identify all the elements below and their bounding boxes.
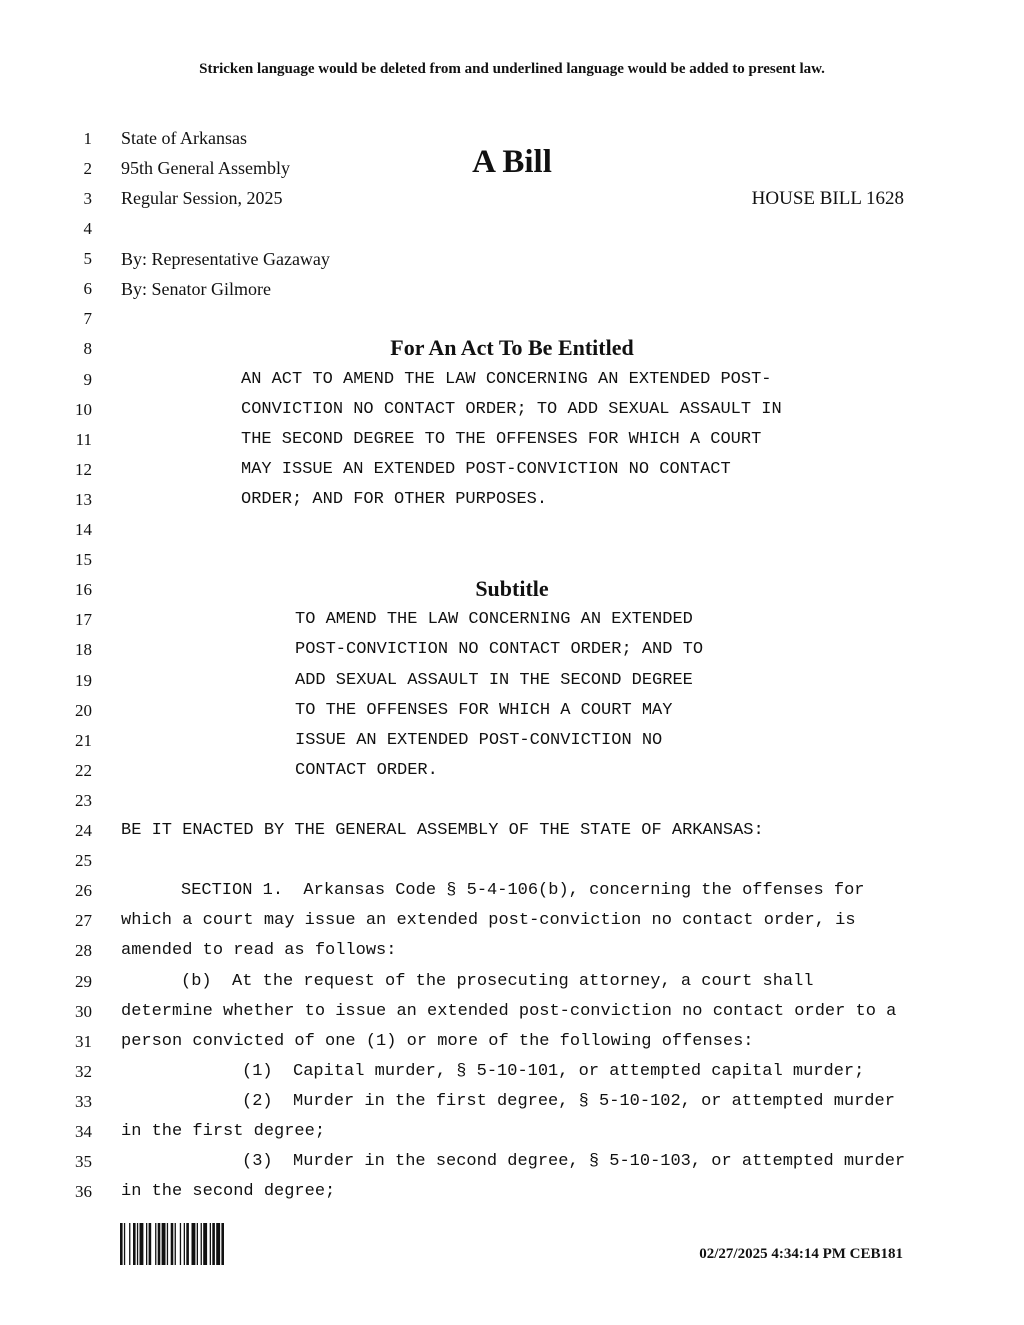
barcode-bar bbox=[149, 1223, 152, 1265]
line-number: 21 bbox=[75, 731, 92, 750]
line-number: 28 bbox=[75, 941, 92, 960]
subtitle-line: POST-CONVICTION NO CONTACT ORDER; AND TO bbox=[295, 640, 704, 659]
line-number: 8 bbox=[83, 339, 92, 358]
title-line: MAY ISSUE AN EXTENDED POST-CONVICTION NO CONTACT bbox=[241, 460, 731, 479]
body-line: (b) At the request of the prosecuting attorney, a court shall bbox=[181, 972, 814, 991]
line-number: 2 bbox=[83, 159, 92, 178]
line-number: 33 bbox=[75, 1092, 92, 1111]
barcode-bar bbox=[133, 1223, 136, 1265]
barcode-bar bbox=[137, 1223, 138, 1265]
subtitle-line: CONTACT ORDER. bbox=[295, 761, 438, 780]
sponsor-representative: By: Representative Gazaway bbox=[121, 249, 330, 269]
line-number: 13 bbox=[75, 490, 92, 509]
barcode-bar bbox=[175, 1223, 176, 1265]
title-line: CONVICTION NO CONTACT ORDER; TO ADD SEXUAL ASSAULT IN bbox=[241, 400, 782, 419]
body-line: SECTION 1. Arkansas Code § 5-4-106(b), concerning the offenses for bbox=[181, 881, 865, 900]
body-line: (1) Capital murder, § 5-10-101, or attempted capital murder; bbox=[242, 1062, 865, 1081]
line-number: 3 bbox=[83, 189, 92, 208]
barcode-bar bbox=[171, 1223, 174, 1265]
barcode-bar bbox=[140, 1223, 144, 1265]
bill-number: HOUSE BILL 1628 bbox=[751, 188, 904, 209]
barcode-bar bbox=[155, 1223, 156, 1265]
enacting-clause: BE IT ENACTED BY THE GENERAL ASSEMBLY OF THE STATE OF ARKANSAS: bbox=[121, 821, 764, 840]
body-line: which a court may issue an extended post-conviction no contact order, is bbox=[121, 911, 856, 930]
footer-timestamp: 02/27/2025 4:34:14 PM CEB181 bbox=[699, 1246, 903, 1262]
line-number: 5 bbox=[83, 249, 92, 268]
subtitle-line: TO THE OFFENSES FOR WHICH A COURT MAY bbox=[295, 701, 673, 720]
line-number: 26 bbox=[75, 881, 92, 900]
barcode-bar bbox=[197, 1223, 198, 1265]
barcode-bar bbox=[120, 1223, 123, 1265]
barcode-bar bbox=[167, 1223, 168, 1265]
barcode-bar bbox=[162, 1223, 166, 1265]
line-number: 15 bbox=[75, 550, 92, 569]
line-number: 23 bbox=[75, 791, 92, 810]
state-name: State of Arkansas bbox=[121, 128, 247, 148]
line-number: 31 bbox=[75, 1032, 92, 1051]
barcode-bar bbox=[210, 1223, 211, 1265]
line-number: 30 bbox=[75, 1002, 92, 1021]
line-number: 6 bbox=[83, 279, 92, 298]
body-line: (2) Murder in the first degree, § 5-10-102, or attempted murder bbox=[242, 1092, 895, 1111]
barcode-bar bbox=[184, 1223, 185, 1265]
line-number: 32 bbox=[75, 1062, 92, 1081]
line-number: 35 bbox=[75, 1152, 92, 1171]
title-line: THE SECOND DEGREE TO THE OFFENSES FOR WHICH A COURT bbox=[241, 430, 762, 449]
line-number: 24 bbox=[75, 821, 92, 840]
sponsor-senator: By: Senator Gilmore bbox=[121, 279, 271, 299]
line-number: 27 bbox=[75, 911, 92, 930]
body-line: (3) Murder in the second degree, § 5-10-103, or attempted murder bbox=[242, 1152, 906, 1171]
barcode-bar bbox=[201, 1223, 202, 1265]
line-number: 22 bbox=[75, 761, 92, 780]
line-number: 29 bbox=[75, 972, 92, 991]
line-number: 18 bbox=[75, 640, 92, 659]
line-number: 9 bbox=[83, 370, 92, 389]
barcode-bar bbox=[221, 1223, 224, 1265]
line-number: 11 bbox=[75, 430, 92, 449]
line-number: 4 bbox=[83, 219, 92, 238]
barcode-bar bbox=[192, 1223, 196, 1265]
barcode-bar bbox=[129, 1223, 130, 1265]
line-number: 34 bbox=[75, 1122, 92, 1141]
line-number: 7 bbox=[83, 309, 92, 328]
barcode-bar bbox=[212, 1223, 215, 1265]
line-number: 20 bbox=[75, 701, 92, 720]
stricken-language-notice: Stricken language would be deleted from and underlined language would be added to present law. bbox=[199, 61, 825, 77]
barcode-bar bbox=[124, 1223, 125, 1265]
title-heading: For An Act To Be Entitled bbox=[390, 335, 634, 360]
body-line: in the first degree; bbox=[121, 1122, 326, 1141]
barcode-image bbox=[120, 1223, 250, 1265]
line-number: 25 bbox=[75, 851, 92, 870]
body-line: amended to read as follows: bbox=[121, 941, 397, 960]
subtitle-line: ADD SEXUAL ASSAULT IN THE SECOND DEGREE bbox=[295, 671, 693, 690]
line-number: 12 bbox=[75, 460, 92, 479]
line-number: 16 bbox=[75, 580, 92, 599]
subtitle-line: TO AMEND THE LAW CONCERNING AN EXTENDED bbox=[295, 610, 693, 629]
line-number: 19 bbox=[75, 671, 92, 690]
line-number: 36 bbox=[75, 1182, 92, 1201]
barcode-bar bbox=[146, 1223, 147, 1265]
body-line: person convicted of one (1) or more of the following offenses: bbox=[121, 1032, 754, 1051]
body-line: determine whether to issue an extended post-conviction no contact order to a bbox=[121, 1002, 897, 1021]
barcode-bar bbox=[216, 1223, 220, 1265]
subtitle-heading: Subtitle bbox=[475, 576, 549, 601]
line-number: 14 bbox=[75, 520, 92, 539]
title-line: AN ACT TO AMEND THE LAW CONCERNING AN EXTENDED POST- bbox=[241, 370, 772, 389]
line-number: 17 bbox=[75, 610, 92, 629]
body-line: in the second degree; bbox=[121, 1182, 336, 1201]
title-line: ORDER; AND FOR OTHER PURPOSES. bbox=[241, 490, 548, 509]
session-label: Regular Session, 2025 bbox=[121, 188, 283, 208]
line-number: 10 bbox=[75, 400, 92, 419]
barcode-bar bbox=[180, 1223, 181, 1265]
barcode-bar bbox=[186, 1223, 189, 1265]
line-number: 1 bbox=[83, 129, 92, 148]
subtitle-line: ISSUE AN EXTENDED POST-CONVICTION NO bbox=[295, 731, 663, 750]
general-assembly: 95th General Assembly bbox=[121, 158, 290, 178]
bill-doc-type: A Bill bbox=[472, 144, 552, 180]
barcode-bar bbox=[203, 1223, 207, 1265]
barcode-bar bbox=[158, 1223, 161, 1265]
